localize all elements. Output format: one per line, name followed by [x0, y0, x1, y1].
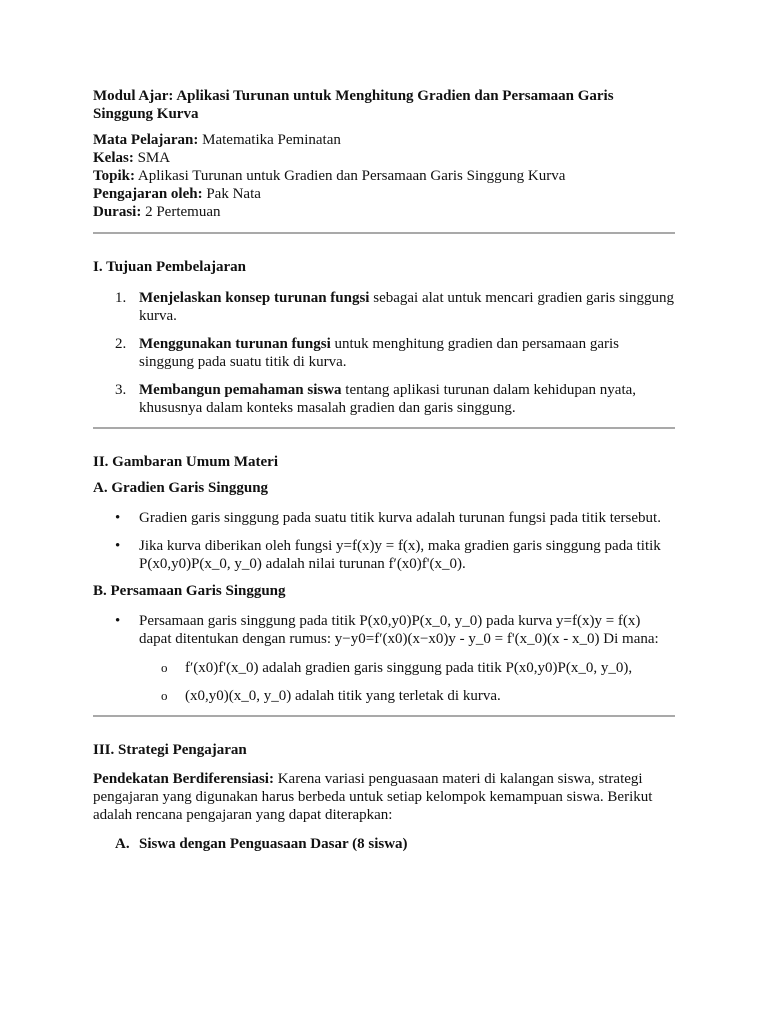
item-number: 1. [115, 290, 127, 306]
subheading-tangent-equation: B. Persamaan Garis Singgung [93, 583, 286, 599]
document-title: Modul Ajar: Aplikasi Turunan untuk Menghitung Gradien dan Persamaan Garis Singgung Kurva [93, 88, 614, 122]
meta-label: Pengajaran oleh: [93, 186, 203, 202]
item-letter: A. [115, 836, 130, 852]
metadata-block [93, 131, 675, 221]
item-bold: Menjelaskan konsep turunan fungsi [139, 290, 370, 306]
item-text: Jika kurva diberikan oleh fungsi y=f(x)y = f(x), maka gradien garis singgung pada titik P(x0,y0)P(x_0, y_0) adalah nilai turunan f′(x0)f'(x_0). [139, 538, 661, 572]
list-item [93, 537, 675, 573]
tangent-subbullets [139, 659, 675, 705]
item-text: Siswa dengan Penguasaan Dasar (8 siswa) [139, 836, 408, 852]
meta-label: Durasi: [93, 204, 142, 220]
item-number: 2. [115, 336, 127, 352]
meta-value: Pak Nata [206, 186, 261, 202]
item-text: Persamaan garis singgung pada titik P(x0,y0)P(x_0, y_0) pada kurva y=f(x)y = f(x) dapat ditentukan dengan rumus: y−y0=f′(x0)(x−x0)y - y_0 = f'(x_0)(x - x_0) Di mana: [139, 613, 659, 647]
divider [93, 232, 675, 234]
meta-class [93, 149, 675, 167]
list-item [139, 659, 675, 677]
para-text: Karena variasi penguasaan materi di kalangan siswa, strategi pengajaran yang digunakan harus berbeda untuk setiap kelompok kemampuan siswa. Berikut adalah rencana pengajaran yang dapat diterapkan: [93, 771, 653, 823]
meta-value: 2 Pertemuan [145, 204, 221, 220]
meta-topic [93, 167, 675, 185]
divider [93, 715, 675, 717]
meta-value: Aplikasi Turunan untuk Gradien dan Persamaan Garis Singgung Kurva [137, 168, 566, 184]
item-bold: Membangun pemahaman siswa [139, 382, 342, 398]
gradient-bullets [93, 509, 675, 573]
section-heading-objectives: I. Tujuan Pembelajaran [93, 259, 246, 275]
list-item [93, 612, 675, 705]
strategy-paragraph [93, 770, 675, 824]
meta-subject [93, 131, 675, 149]
para-bold: Pendekatan Berdiferensiasi: [93, 771, 274, 787]
tangent-bullets [93, 612, 675, 705]
circle-bullet-icon: o [161, 688, 168, 703]
item-bold: Menggunakan turunan fungsi [139, 336, 331, 352]
item-text: untuk menghitung gradien dan persamaan garis singgung pada suatu titik di kurva. [139, 336, 619, 370]
meta-label: Topik: [93, 168, 135, 184]
divider [93, 427, 675, 429]
item-text: Gradien garis singgung pada suatu titik kurva adalah turunan fungsi pada titik tersebut. [139, 510, 661, 526]
list-item [93, 335, 675, 371]
list-item [93, 835, 675, 853]
circle-bullet-icon: o [161, 660, 168, 675]
bullet-icon: • [115, 538, 121, 554]
list-item [93, 289, 675, 325]
section-heading-overview: II. Gambaran Umum Materi [93, 454, 278, 470]
meta-value: SMA [137, 150, 171, 166]
meta-label: Kelas: [93, 150, 134, 166]
meta-label: Mata Pelajaran: [93, 132, 199, 148]
item-text: sebagai alat untuk mencari gradien garis singgung kurva. [139, 290, 674, 324]
strategy-list [93, 835, 675, 853]
item-text: tentang aplikasi turunan dalam kehidupan nyata, khususnya dalam konteks masalah gradien dan garis singgung. [139, 382, 637, 416]
list-item [93, 509, 675, 527]
item-text: f′(x0)f'(x_0) adalah gradien garis singgung pada titik P(x0,y0)P(x_0, y_0), [185, 660, 633, 676]
subheading-gradient: A. Gradien Garis Singgung [93, 480, 269, 496]
bullet-icon: • [115, 613, 121, 629]
meta-value: Matematika Peminatan [202, 132, 341, 148]
list-item [139, 687, 675, 705]
bullet-icon: • [115, 510, 121, 526]
item-number: 3. [115, 382, 127, 398]
list-item [93, 381, 675, 417]
item-text: (x0,y0)(x_0, y_0) adalah titik yang terletak di kurva. [185, 688, 501, 704]
meta-teacher [93, 185, 675, 203]
meta-duration [93, 203, 675, 221]
objectives-list [93, 289, 675, 417]
section-heading-strategy: III. Strategi Pengajaran [93, 742, 247, 758]
